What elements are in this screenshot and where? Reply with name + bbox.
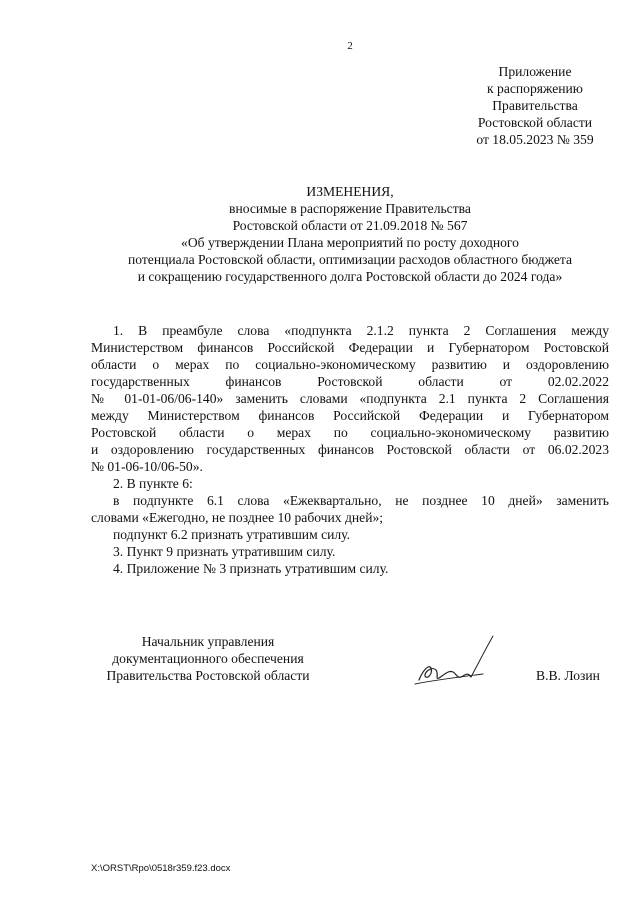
- annex-line: Правительства: [492, 98, 578, 113]
- file-path-footer: X:\ORST\Rpo\0518r359.f23.docx: [91, 863, 231, 874]
- title-line: Ростовской области от 21.09.2018 № 567: [232, 218, 468, 233]
- position-line: документационного обеспечения: [112, 651, 304, 666]
- annex-line: к распоряжению: [487, 81, 583, 96]
- item-2-sub-1-line: словами «Ежегодно, не позднее 10 рабочих дней»;: [91, 510, 384, 525]
- item-2: 2. В пункте 6:: [113, 476, 193, 491]
- document-title: [60, 183, 640, 285]
- title-line: потенциала Ростовской области, оптимизации расходов областного бюджета: [127, 252, 573, 267]
- document-body: [91, 322, 609, 577]
- item-1-line: области о мерах по социально-экономическому развитию и оздоровлению: [91, 357, 609, 372]
- annex-line: Приложение: [498, 64, 572, 79]
- item-1-line: Министерством финансов Российской Федерации и Губернатором Ростовской: [91, 340, 609, 355]
- signatory-position: [88, 633, 328, 684]
- title-heading: ИЗМЕНЕНИЯ,: [306, 184, 394, 199]
- annex-line: от 18.05.2023 № 359: [476, 132, 594, 147]
- item-1-line: Ростовской области о мерах по социально-экономическому развитию: [91, 425, 609, 440]
- position-line: Правительства Ростовской области: [106, 668, 310, 683]
- item-1-line: государственных финансов Ростовской области от 02.02.2022: [91, 374, 609, 389]
- title-line: и сокращению государственного долга Ростовской области до 2024 года»: [137, 269, 563, 284]
- signatory-name: В.В. Лозин: [536, 668, 600, 683]
- annex-block: [440, 63, 630, 148]
- title-line: вносимые в распоряжение Правительства: [229, 201, 471, 216]
- handwritten-signature: [405, 630, 505, 692]
- position-line: Начальник управления: [141, 634, 275, 649]
- item-1-line: № 01-06-10/06-50».: [91, 459, 203, 474]
- item-2-sub-2: подпункт 6.2 признать утратившим силу.: [113, 527, 350, 542]
- title-line: «Об утверждении Плана мероприятий по росту доходного: [181, 235, 519, 250]
- page-number: 2: [347, 40, 353, 52]
- item-1-line: между Министерством финансов Российской Федерации и Губернатором: [91, 408, 609, 423]
- annex-line: Ростовской области: [477, 115, 593, 130]
- item-2-sub-1-line: в подпункте 6.1 слова «Ежеквартально, не позднее 10 дней» заменить: [113, 493, 609, 508]
- item-3: 3. Пункт 9 признать утратившим силу.: [113, 544, 336, 559]
- item-4: 4. Приложение № 3 признать утратившим силу.: [113, 561, 389, 576]
- item-1-line: и оздоровлению государственных финансов Ростовской области от 06.02.2023: [91, 442, 609, 457]
- item-1-line: № 01-01-06/06-140» заменить словами «подпункта 2.1 пункта 2 Соглашения: [91, 391, 609, 406]
- item-1-line: 1. В преамбуле слова «подпункта 2.1.2 пункта 2 Соглашения между: [113, 323, 609, 338]
